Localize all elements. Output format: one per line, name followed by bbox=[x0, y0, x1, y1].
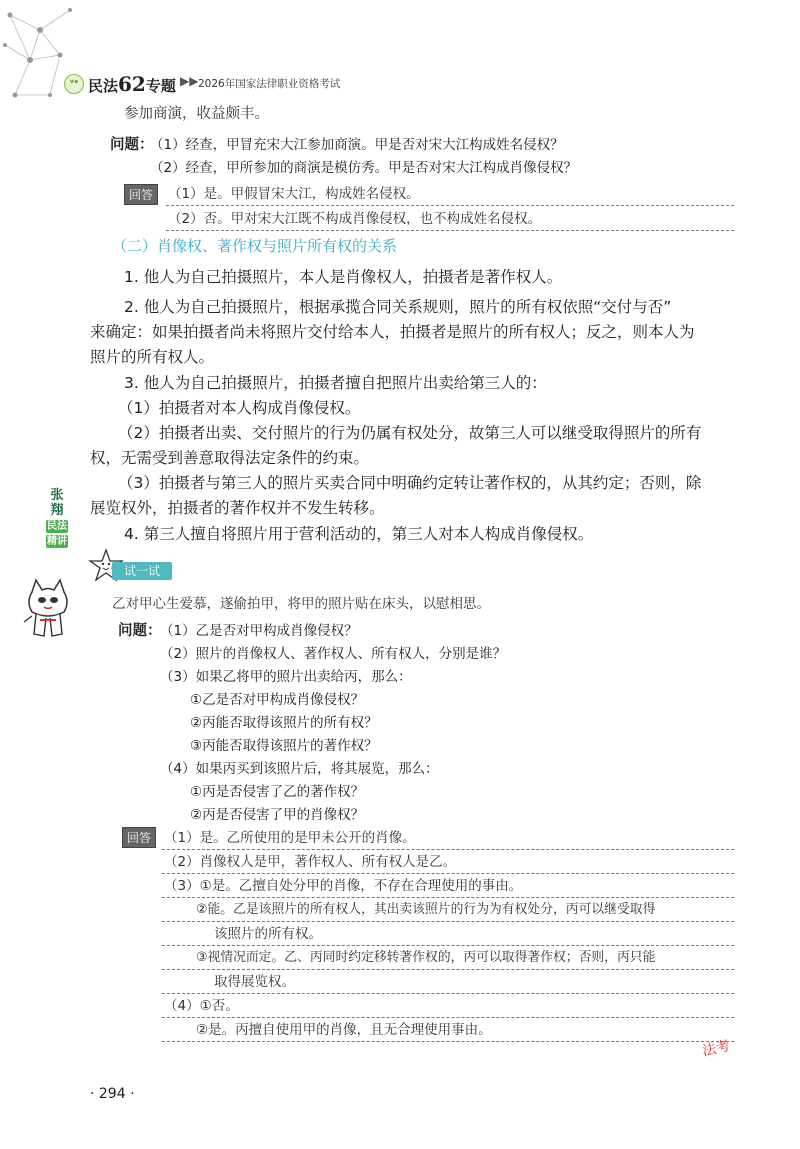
section-paragraph-3-2-line-1: （2）拍摄者出卖、交付照片的行为仍属有权处分，故第三人可以继受取得照片的所有 bbox=[118, 424, 702, 442]
exam-name: 2026年国家法律职业资格考试 bbox=[198, 78, 341, 90]
answer-rule bbox=[162, 1041, 734, 1042]
section-paragraph-2-line-3: 照片的所有权人。 bbox=[90, 348, 215, 366]
try-answer-3-3-line-1: ③视情况而定。乙、丙同时约定移转著作权的，丙可以取得著作权；否则，丙只能 bbox=[196, 950, 656, 965]
try-question-3-3: ③丙能否取得该照片的著作权？ bbox=[190, 738, 378, 754]
try-question-2: （2）照片的肖像权人、著作权人、所有权人，分别是谁？ bbox=[160, 646, 507, 662]
try-answer-3-3-line-2: 取得展览权。 bbox=[214, 974, 295, 990]
side-tab-label-1: 民法 bbox=[47, 521, 67, 532]
answer-tag: 回答 bbox=[124, 184, 158, 205]
try-question-3: （3）如果乙将甲的照片出卖给丙，那么： bbox=[160, 669, 412, 685]
book-title bbox=[88, 72, 176, 96]
try-question-4-2: ②丙是否侵害了甲的肖像权？ bbox=[190, 807, 365, 823]
section-heading: （二）肖像权、著作权与照片所有权的关系 bbox=[112, 237, 398, 255]
section-paragraph-3-1: （1）拍摄者对本人构成肖像侵权。 bbox=[118, 399, 361, 417]
side-tab-char-2: 翔 bbox=[50, 503, 64, 518]
answer-rule bbox=[162, 1017, 734, 1018]
section-paragraph-2-line-2: 来确定：如果拍摄者尚未将照片交付给本人，拍摄者是照片的所有权人；反之，则本人为 bbox=[90, 323, 695, 341]
answer-rule bbox=[162, 897, 734, 898]
answer-rule bbox=[162, 945, 734, 946]
try-answer-tag: 回答 bbox=[122, 827, 156, 848]
answer-rule bbox=[162, 969, 734, 970]
try-answer-3-2-line-2: 该照片的所有权。 bbox=[214, 926, 322, 942]
cat-mascot-icon bbox=[22, 578, 74, 640]
answer-rule bbox=[162, 993, 734, 994]
question-1: （1）经查，甲冒充宋大江参加商演。甲是否对宋大江构成姓名侵权？ bbox=[150, 137, 564, 153]
try-answer-2: （2）肖像权人是甲，著作权人、所有权人是乙。 bbox=[164, 854, 457, 870]
side-tab-char-1: 张 bbox=[50, 488, 64, 503]
red-seal-stamp: 法考 bbox=[700, 1038, 732, 1060]
book-title-suffix: 专题 bbox=[145, 77, 176, 95]
question-label: 问题： bbox=[110, 137, 154, 153]
try-question-label: 问题： bbox=[118, 623, 162, 639]
section-paragraph-3-2-line-2: 权，无需受到善意取得法定条件的约束。 bbox=[90, 449, 370, 467]
book-title-number: 62 bbox=[118, 72, 146, 96]
section-paragraph-3: 3. 他人为自己拍摄照片，拍摄者擅自把照片出卖给第三人的： bbox=[124, 374, 547, 392]
question-2: （2）经查，甲所参加的商演是模仿秀。甲是否对宋大江构成肖像侵权？ bbox=[150, 160, 578, 176]
section-paragraph-3-3-line-2: 展览权外，拍摄者的著作权并不发生转移。 bbox=[90, 499, 385, 517]
book-title-prefix: 民法 bbox=[88, 77, 119, 95]
try-question-3-1: ①乙是否对甲构成肖像侵权？ bbox=[190, 692, 365, 708]
answer-rule bbox=[162, 873, 734, 874]
try-answer-3-2-line-1: ②能。乙是该照片的所有权人，其出卖该照片的行为为有权处分，丙可以继受取得 bbox=[196, 902, 656, 917]
try-question-4: （4）如果丙买到该照片后，将其展览，那么： bbox=[160, 761, 439, 777]
section-paragraph-3-3-line-1: （3）拍摄者与第三人的照片买卖合同中明确约定转让著作权的，从其约定；否则，除 bbox=[118, 474, 702, 492]
answer-rule bbox=[162, 921, 734, 922]
answer-rule bbox=[166, 205, 734, 206]
try-it-banner: 试一试 bbox=[112, 562, 172, 580]
answer-rule bbox=[162, 849, 734, 850]
chapter-side-tab bbox=[46, 488, 68, 548]
page-number: · 294 · bbox=[90, 1086, 135, 1102]
try-answer-3-1: （3）①是。乙擅自处分甲的肖像，不存在合理使用的事由。 bbox=[164, 878, 523, 894]
case-continuation: 参加商演，收益颇丰。 bbox=[124, 106, 269, 122]
answer-rule bbox=[166, 230, 734, 231]
try-question-4-1: ①丙是否侵害了乙的著作权？ bbox=[190, 784, 365, 800]
try-question-3-2: ②丙能否取得该照片的所有权？ bbox=[190, 715, 378, 731]
try-case-intro: 乙对甲心生爱慕，遂偷拍甲，将甲的照片贴在床头，以慰相思。 bbox=[112, 596, 490, 612]
try-question-1: （1）乙是否对甲构成肖像侵权？ bbox=[160, 623, 358, 639]
side-tab-label-2: 精讲 bbox=[47, 536, 67, 547]
section-paragraph-4: 4. 第三人擅自将照片用于营利活动的，第三人对本人构成肖像侵权。 bbox=[124, 525, 594, 543]
answer-2: （2）否。甲对宋大江既不构成肖像侵权，也不构成姓名侵权。 bbox=[168, 211, 542, 227]
header-arrow-icon: ▶▶ bbox=[180, 74, 199, 88]
network-decoration bbox=[0, 0, 80, 110]
try-answer-1: （1）是。乙所使用的是甲未公开的肖像。 bbox=[164, 830, 416, 846]
try-answer-4-1: （4）①否。 bbox=[164, 998, 239, 1014]
brand-badge-icon: ᵛᵉ bbox=[64, 74, 84, 94]
answer-1: （1）是。甲假冒宋大江，构成姓名侵权。 bbox=[168, 186, 420, 202]
try-answer-4-2: ②是。丙擅自使用甲的肖像，且无合理使用事由。 bbox=[196, 1022, 492, 1038]
section-paragraph-1: 1. 他人为自己拍摄照片，本人是肖像权人，拍摄者是著作权人。 bbox=[124, 268, 563, 286]
section-paragraph-2-line-1: 2. 他人为自己拍摄照片，根据承揽合同关系规则，照片的所有权依照“交付与否” bbox=[124, 298, 672, 316]
